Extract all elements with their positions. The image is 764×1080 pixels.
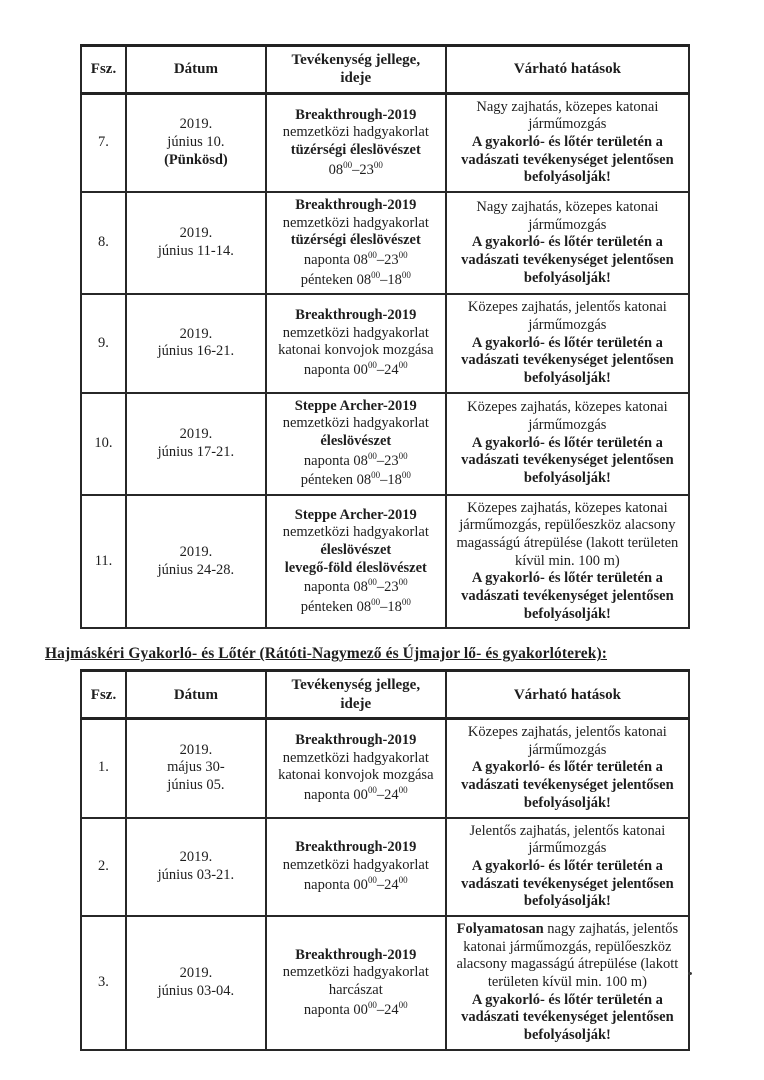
- effects-cell: Jelentős zajhatás, jelentős katonai járműmozgás A gyakorló- és lőtér területén a vadászati tevékenységet jelentősen befolyásolják!: [446, 818, 689, 916]
- column-header: Várható hatások: [446, 671, 689, 719]
- column-header: Fsz.: [81, 46, 126, 94]
- datum-cell: 2019. június 10. (Pünkösd): [126, 93, 266, 192]
- scan-artifact-dot: [688, 972, 692, 975]
- effects-cell: Folyamatosan nagy zajhatás, jelentős katonai járműmozgás, repülőeszköz alacsony magasságú átrepülése (lakott területen kívül min. 100 m) A gyakorló- és lőtér területén a vadászati tevékenységet jelentősen befolyásolják!: [446, 916, 689, 1050]
- schedule-table-2: [80, 669, 690, 1050]
- activity-cell: Breakthrough-2019 nemzetközi hadgyakorlat tüzérségi éleslövészet $08^{00}-23^{00}$: [266, 93, 446, 192]
- datum-cell: 2019. június 24-28.: [126, 495, 266, 629]
- table-row: [81, 916, 689, 1050]
- datum-cell: 2019. június 16-21.: [126, 294, 266, 392]
- datum-cell: 2019. június 03-04.: [126, 916, 266, 1050]
- column-header: Dátum: [126, 671, 266, 719]
- table-row: [81, 93, 689, 192]
- effects-cell: Közepes zajhatás, közepes katonai járműmozgás, repülőeszköz alacsony magasságú átrepülése (lakott területen kívül min. 100 m) A gyakorló- és lőtér területén a vadászati tevékenységet jelentősen befolyásolják!: [446, 495, 689, 629]
- fsz-cell: 10.: [81, 393, 126, 495]
- activity-cell: Breakthrough-2019 nemzetközi hadgyakorlat katonai konvojok mozgása naponta $00^{00}-24^{00}$: [266, 719, 446, 818]
- table-row: [81, 192, 689, 294]
- datum-cell: 2019. június 17-21.: [126, 393, 266, 495]
- fsz-cell: 3.: [81, 916, 126, 1050]
- column-header: Fsz.: [81, 671, 126, 719]
- header-row: [81, 46, 689, 94]
- column-header: Tevékenység jellege, ideje: [266, 671, 446, 719]
- table-row: [81, 294, 689, 392]
- effects-cell: Nagy zajhatás, közepes katonai járműmozgás A gyakorló- és lőtér területén a vadászati tevékenységet jelentősen befolyásolják!: [446, 192, 689, 294]
- column-header: Dátum: [126, 46, 266, 94]
- activity-cell: Breakthrough-2019 nemzetközi hadgyakorlat harcászat naponta $00^{00}-24^{00}$: [266, 916, 446, 1050]
- datum-cell: 2019. június 11-14.: [126, 192, 266, 294]
- header-row: [81, 671, 689, 719]
- column-header: Tevékenység jellege, ideje: [266, 46, 446, 94]
- fsz-cell: 2.: [81, 818, 126, 916]
- activity-cell: Steppe Archer-2019 nemzetközi hadgyakorlat éleslövészet naponta $08^{00}-23^{00}$ pénteken $08^{00}-18^{00}$: [266, 393, 446, 495]
- schedule-table-1: [80, 44, 690, 629]
- section-heading: Hajmáskéri Gyakorló- és Lőtér (Rátóti-Nagymező és Újmajor lő- és gyakorlóterek):: [45, 645, 607, 663]
- table-row: [81, 719, 689, 818]
- table-row: [81, 495, 689, 629]
- fsz-cell: 9.: [81, 294, 126, 392]
- activity-cell: Breakthrough-2019 nemzetközi hadgyakorlat tüzérségi éleslövészet naponta $08^{00}-23^{00}$ pénteken $08^{00}-18^{00}$: [266, 192, 446, 294]
- datum-cell: 2019. május 30- június 05.: [126, 719, 266, 818]
- datum-cell: 2019. június 03-21.: [126, 818, 266, 916]
- fsz-cell: 8.: [81, 192, 126, 294]
- activity-cell: Breakthrough-2019 nemzetközi hadgyakorlat katonai konvojok mozgása naponta $00^{00}-24^{00}$: [266, 294, 446, 392]
- effects-cell: Közepes zajhatás, közepes katonai járműmozgás A gyakorló- és lőtér területén a vadászati tevékenységet jelentősen befolyásolják!: [446, 393, 689, 495]
- fsz-cell: 1.: [81, 719, 126, 818]
- effects-cell: Közepes zajhatás, jelentős katonai járműmozgás A gyakorló- és lőtér területén a vadászati tevékenységet jelentősen befolyásolják!: [446, 719, 689, 818]
- fsz-cell: 7.: [81, 93, 126, 192]
- activity-cell: Steppe Archer-2019 nemzetközi hadgyakorlat éleslövészet levegő-föld éleslövészet naponta $08^{00}-23^{00}$ pénteken $08^{00}-18^{00}$: [266, 495, 446, 629]
- table-row: [81, 393, 689, 495]
- effects-cell: Nagy zajhatás, közepes katonai járműmozgás A gyakorló- és lőtér területén a vadászati tevékenységet jelentősen befolyásolják!: [446, 93, 689, 192]
- effects-cell: Közepes zajhatás, jelentős katonai járműmozgás A gyakorló- és lőtér területén a vadászati tevékenységet jelentősen befolyásolják!: [446, 294, 689, 392]
- column-header: Várható hatások: [446, 46, 689, 94]
- activity-cell: Breakthrough-2019 nemzetközi hadgyakorlat naponta $00^{00}-24^{00}$: [266, 818, 446, 916]
- table-row: [81, 818, 689, 916]
- fsz-cell: 11.: [81, 495, 126, 629]
